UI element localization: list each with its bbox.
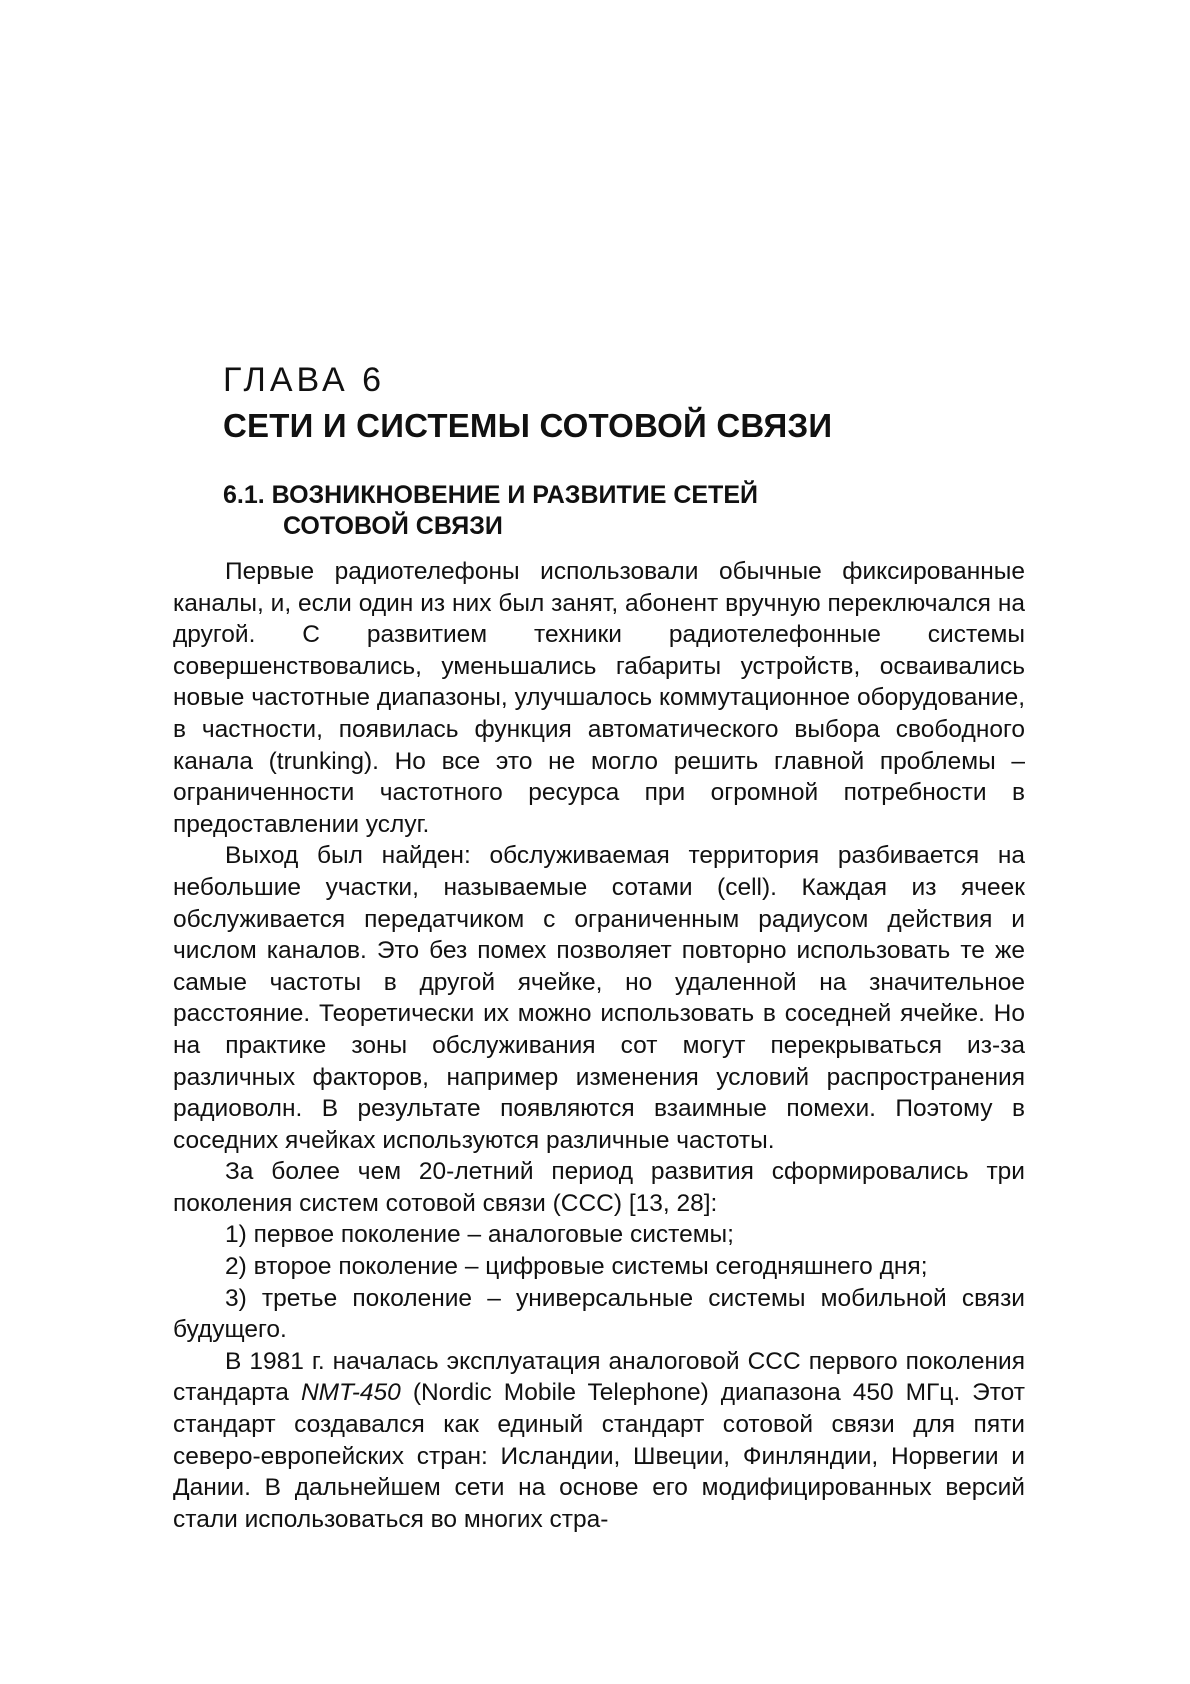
- section-heading-line-1: 6.1. ВОЗНИКНОВЕНИЕ И РАЗВИТИЕ СЕТЕЙ: [223, 481, 758, 509]
- list-item: 3) третье поколение – универсальные системы мобильной связи будущего.: [173, 1284, 1025, 1344]
- standard-name: NMT-450: [300, 1379, 401, 1407]
- paragraph: За более чем 20-летний период развития сформировались три поколения систем сотовой связи (ССС) [13, 28]:: [173, 1158, 1025, 1217]
- list-item: 2) второе поколение – цифровые системы сегодняшнего дня;: [225, 1253, 928, 1281]
- paragraph-text-after: (Nordic Mobile Telephone) диапазона 450 МГц. Этот стандарт создавался как единый стандарт сотовой связи для пяти северо-европейских стран: Исландии, Швеции, Финляндии, Норвегии и Дании. В дальнейшем сети на основе его модифицированных версий стали использоваться во многих стра-: [173, 1379, 1025, 1533]
- section-heading-line-2: СОТОВОЙ СВЯЗИ: [283, 512, 503, 540]
- page-content: [173, 360, 1025, 1535]
- chapter-title: СЕТИ И СИСТЕМЫ СОТОВОЙ СВЯЗИ: [223, 407, 833, 444]
- list-item: 1) первое поколение – аналоговые системы;: [225, 1221, 734, 1249]
- section-heading: [223, 480, 1025, 542]
- paragraph-text-before: В 1981 г. началась эксплуатация аналоговой ССС первого поколения стандарта: [173, 1347, 1025, 1407]
- paragraph: Выход был найден: обслуживаемая территория разбивается на небольшие участки, называемые сотами (cell). Каждая из ячеек обслуживается передатчиком с ограниченным радиусом действия и числом каналов. Это без помех позволяет повторно использовать те же самые частоты в другой ячейке, но удаленной на значительное расстояние. Теоретически их можно использовать в соседней ячейке. Но на практике зоны обслуживания сот могут перекрываться из-за различных факторов, например изменения условий распространения радиоволн. В результате появляются взаимные помехи. Поэтому в соседних ячейках используются различные частоты.: [173, 842, 1025, 1154]
- paragraph-nmt450: [173, 1346, 1025, 1536]
- paragraph: Первые радиотелефоны использовали обычные фиксированные каналы, и, если один из них был занят, абонент вручную переключался на другой. С развитием техники радиотелефонные системы совершенствовались, уменьшались габариты устройств, осваивались новые частотные диапазоны, улучшалось коммутационное оборудование, в частности, появилась функция автоматического выбора свободного канала (trunking). Но все это не могло решить главной проблемы – ограниченности частотного ресурса при огромной потребности в предоставлении услуг.: [173, 558, 1025, 838]
- chapter-label: ГЛАВА 6: [223, 361, 386, 399]
